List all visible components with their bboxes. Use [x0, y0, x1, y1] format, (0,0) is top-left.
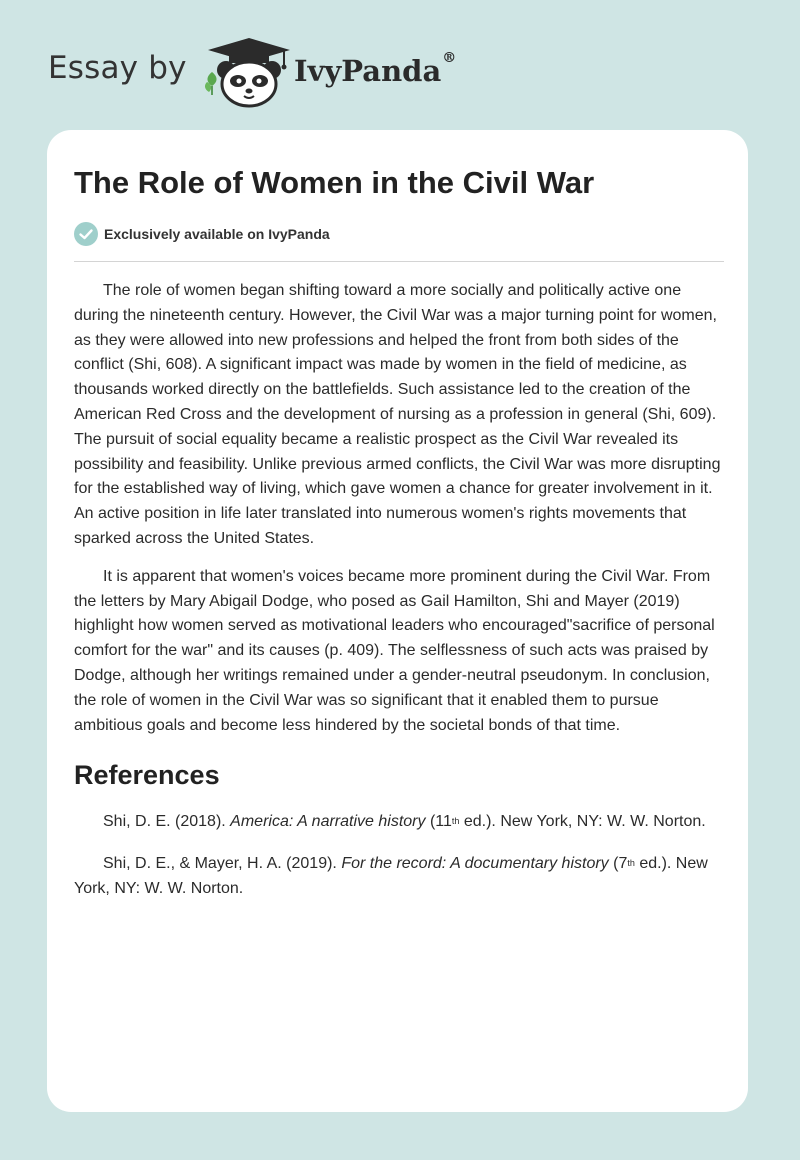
brand-name[interactable]	[294, 50, 457, 88]
reference-publisher: ed.). New York, NY: W. W. Norton.	[459, 813, 706, 831]
exclusive-badge-text: Exclusively available on IvyPanda	[104, 226, 330, 242]
reference-item	[74, 810, 724, 835]
body-paragraph: The role of women began shifting toward a more socially and politically active one during the nineteenth century. However, the Civil War was a major turning point for women, as they were allowed into new professions and helped the front from both sides of the conflict (Shi, 608). A significant impact was made by women in the field of medicine, as thousands worked directly on the battlefields. Such assistance led to the creation of the American Red Cross and the development of nursing as a profession in general (Shi, 609). The pursuit of social equality became a realistic prospect as the Civil War revealed its possibility and feasibility. Unlike previous armed conflicts, the Civil War was more disrupting for the established way of living, which gave women a chance for greater involvement in it. An active position in life later translated into numerous women's rights movements that sparked across the United States.	[74, 282, 721, 547]
references-list	[74, 810, 724, 901]
reference-title: For the record: A documentary history	[341, 855, 609, 873]
references-heading: References	[74, 760, 220, 791]
reference-edition: (7	[608, 855, 628, 873]
reference-authors: Shi, D. E., & Mayer, H. A. (2019).	[103, 855, 342, 873]
body-paragraph: It is apparent that women's voices became more prominent during the Civil War. From the letters by Mary Abigail Dodge, who posed as Gail Hamilton, Shi and Mayer (2019) highlight how women served as motivational leaders who encouraged"sacrifice of personal comfort for the war" and its causes (p. 409). The selflessness of such acts was praised by Dodge, although her writings remained under a gender-neutral pseudonym. In conclusion, the role of women in the Civil War was so significant that it enabled them to pursue ambitious goals and become less hindered by the societal bonds of that time.	[74, 567, 715, 734]
reference-publisher: ed.). New York, NY: W. W. Norton.	[74, 855, 708, 897]
registered-mark: ®	[442, 50, 457, 66]
reference-title: America: A narrative history	[230, 813, 426, 831]
site-header	[48, 36, 508, 108]
reference-item	[74, 852, 724, 902]
reference-authors: Shi, D. E. (2018).	[103, 813, 231, 831]
essay-by-label: Essay by	[48, 50, 187, 86]
reference-edition-suffix: th	[627, 858, 635, 869]
panda-mascot-icon[interactable]	[204, 36, 294, 108]
title-divider	[74, 261, 724, 262]
reference-edition: (11	[425, 813, 452, 831]
essay-card	[47, 130, 748, 1112]
essay-title: The Role of Women in the Civil War	[74, 165, 595, 200]
essay-body	[74, 279, 724, 919]
check-circle-icon	[74, 222, 98, 246]
reference-edition-suffix: th	[451, 816, 460, 827]
brand-text: IvyPanda	[294, 54, 442, 88]
exclusive-badge	[74, 222, 330, 246]
